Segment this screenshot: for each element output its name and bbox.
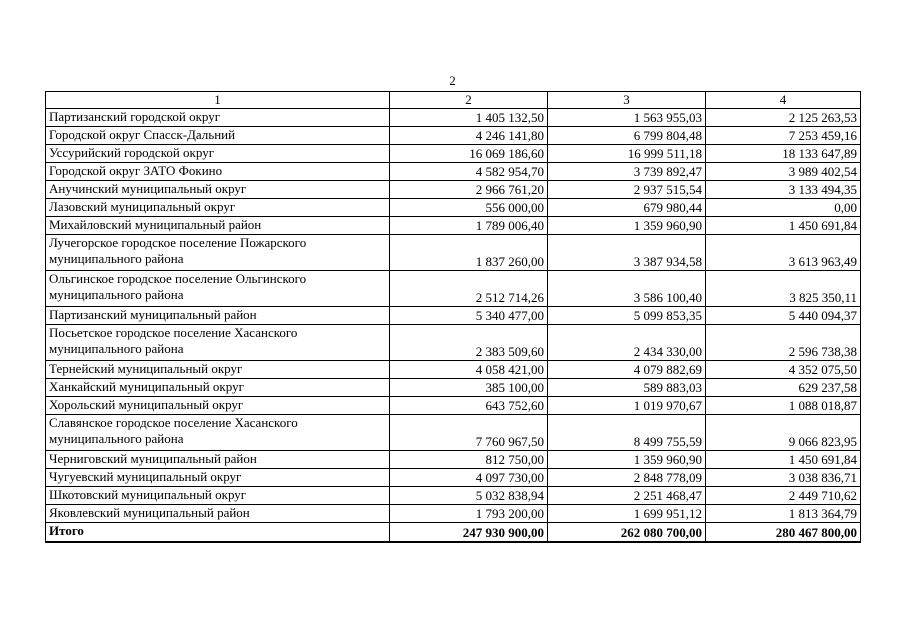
row-value-col-4: 1 813 364,79 (706, 505, 861, 523)
row-value-col-3: 589 883,03 (548, 379, 706, 397)
row-name: Славянское городское поселение Хасанского муниципального района (46, 415, 390, 451)
header-col-3: 3 (548, 92, 706, 109)
row-value-col-3: 4 079 882,69 (548, 361, 706, 379)
row-name: Городской округ ЗАТО Фокино (46, 163, 390, 181)
table-row (46, 217, 861, 235)
row-value-col-4: 3 133 494,35 (706, 181, 861, 199)
row-name: Партизанский муниципальный район (46, 307, 390, 325)
row-value-col-2: 16 069 186,60 (390, 145, 548, 163)
table-row (46, 271, 861, 307)
header-col-4: 4 (706, 92, 861, 109)
row-value-col-2: 1 789 006,40 (390, 217, 548, 235)
row-value-col-4: 629 237,58 (706, 379, 861, 397)
row-name: Городской округ Спасск-Дальний (46, 127, 390, 145)
row-value-col-2: 643 752,60 (390, 397, 548, 415)
row-value-col-4: 0,00 (706, 199, 861, 217)
row-value-col-4: 3 989 402,54 (706, 163, 861, 181)
row-value-col-2: 1 405 132,50 (390, 109, 548, 127)
row-value-col-2: 7 760 967,50 (390, 415, 548, 451)
table-row (46, 127, 861, 145)
row-value-col-3: 3 739 892,47 (548, 163, 706, 181)
row-value-col-2: 5 340 477,00 (390, 307, 548, 325)
row-value-col-2: 556 000,00 (390, 199, 548, 217)
header-row (46, 92, 861, 109)
table-row (46, 487, 861, 505)
header-col-2: 2 (390, 92, 548, 109)
row-value-col-3: 8 499 755,59 (548, 415, 706, 451)
row-value-col-4: 4 352 075,50 (706, 361, 861, 379)
table-row (46, 307, 861, 325)
row-name: Лучегорское городское поселение Пожарского муниципального района (46, 235, 390, 271)
row-value-col-3: 1 359 960,90 (548, 451, 706, 469)
total-value-col-4: 280 467 800,00 (706, 523, 861, 543)
row-value-col-3: 2 251 468,47 (548, 487, 706, 505)
row-value-col-3: 1 359 960,90 (548, 217, 706, 235)
row-value-col-4: 3 613 963,49 (706, 235, 861, 271)
row-value-col-4: 18 133 647,89 (706, 145, 861, 163)
row-value-col-3: 3 387 934,58 (548, 235, 706, 271)
row-value-col-2: 812 750,00 (390, 451, 548, 469)
table-row (46, 109, 861, 127)
row-value-col-3: 1 699 951,12 (548, 505, 706, 523)
row-value-col-4: 7 253 459,16 (706, 127, 861, 145)
table-row (46, 361, 861, 379)
row-name: Уссурийский городской округ (46, 145, 390, 163)
row-name: Чугуевский муниципальный округ (46, 469, 390, 487)
table-row (46, 163, 861, 181)
row-value-col-2: 385 100,00 (390, 379, 548, 397)
row-name: Посьетское городское поселение Хасанского муниципального района (46, 325, 390, 361)
row-value-col-4: 1 450 691,84 (706, 451, 861, 469)
table-row (46, 145, 861, 163)
row-value-col-2: 1 793 200,00 (390, 505, 548, 523)
row-value-col-3: 5 099 853,35 (548, 307, 706, 325)
data-table (45, 91, 861, 543)
table-row (46, 325, 861, 361)
total-value-col-2: 247 930 900,00 (390, 523, 548, 543)
total-row (46, 523, 861, 543)
page-number: 2 (449, 73, 456, 88)
total-label: Итого (46, 523, 390, 543)
row-name: Лазовский муниципальный округ (46, 199, 390, 217)
row-name: Ольгинское городское поселение Ольгинского муниципального района (46, 271, 390, 307)
table-row (46, 415, 861, 451)
row-value-col-2: 4 582 954,70 (390, 163, 548, 181)
row-value-col-2: 4 246 141,80 (390, 127, 548, 145)
row-value-col-4: 2 449 710,62 (706, 487, 861, 505)
header-col-1: 1 (46, 92, 390, 109)
table-row (46, 505, 861, 523)
row-value-col-4: 1 088 018,87 (706, 397, 861, 415)
row-value-col-3: 3 586 100,40 (548, 271, 706, 307)
row-value-col-3: 6 799 804,48 (548, 127, 706, 145)
row-name: Михайловский муниципальный район (46, 217, 390, 235)
row-value-col-2: 2 966 761,20 (390, 181, 548, 199)
row-value-col-2: 2 512 714,26 (390, 271, 548, 307)
row-name: Хорольский муниципальный округ (46, 397, 390, 415)
table-row (46, 397, 861, 415)
row-value-col-4: 9 066 823,95 (706, 415, 861, 451)
row-name: Яковлевский муниципальный район (46, 505, 390, 523)
row-value-col-3: 2 848 778,09 (548, 469, 706, 487)
row-value-col-3: 2 937 515,54 (548, 181, 706, 199)
row-value-col-2: 4 058 421,00 (390, 361, 548, 379)
row-value-col-3: 1 019 970,67 (548, 397, 706, 415)
row-value-col-2: 5 032 838,94 (390, 487, 548, 505)
table-row (46, 451, 861, 469)
row-name: Шкотовский муниципальный округ (46, 487, 390, 505)
table-row (46, 379, 861, 397)
row-name: Черниговский муниципальный район (46, 451, 390, 469)
row-value-col-4: 3 038 836,71 (706, 469, 861, 487)
table-row (46, 469, 861, 487)
row-value-col-4: 1 450 691,84 (706, 217, 861, 235)
table-row (46, 235, 861, 271)
row-value-col-2: 1 837 260,00 (390, 235, 548, 271)
table-row (46, 199, 861, 217)
row-name: Тернейский муниципальный округ (46, 361, 390, 379)
row-value-col-4: 2 125 263,53 (706, 109, 861, 127)
row-value-col-2: 2 383 509,60 (390, 325, 548, 361)
row-name: Ханкайский муниципальный округ (46, 379, 390, 397)
row-value-col-3: 2 434 330,00 (548, 325, 706, 361)
row-value-col-3: 679 980,44 (548, 199, 706, 217)
row-name: Партизанский городской округ (46, 109, 390, 127)
row-value-col-4: 3 825 350,11 (706, 271, 861, 307)
row-value-col-4: 5 440 094,37 (706, 307, 861, 325)
row-value-col-2: 4 097 730,00 (390, 469, 548, 487)
table-row (46, 181, 861, 199)
row-name: Анучинский муниципальный округ (46, 181, 390, 199)
total-value-col-3: 262 080 700,00 (548, 523, 706, 543)
row-value-col-4: 2 596 738,38 (706, 325, 861, 361)
row-value-col-3: 1 563 955,03 (548, 109, 706, 127)
row-value-col-3: 16 999 511,18 (548, 145, 706, 163)
